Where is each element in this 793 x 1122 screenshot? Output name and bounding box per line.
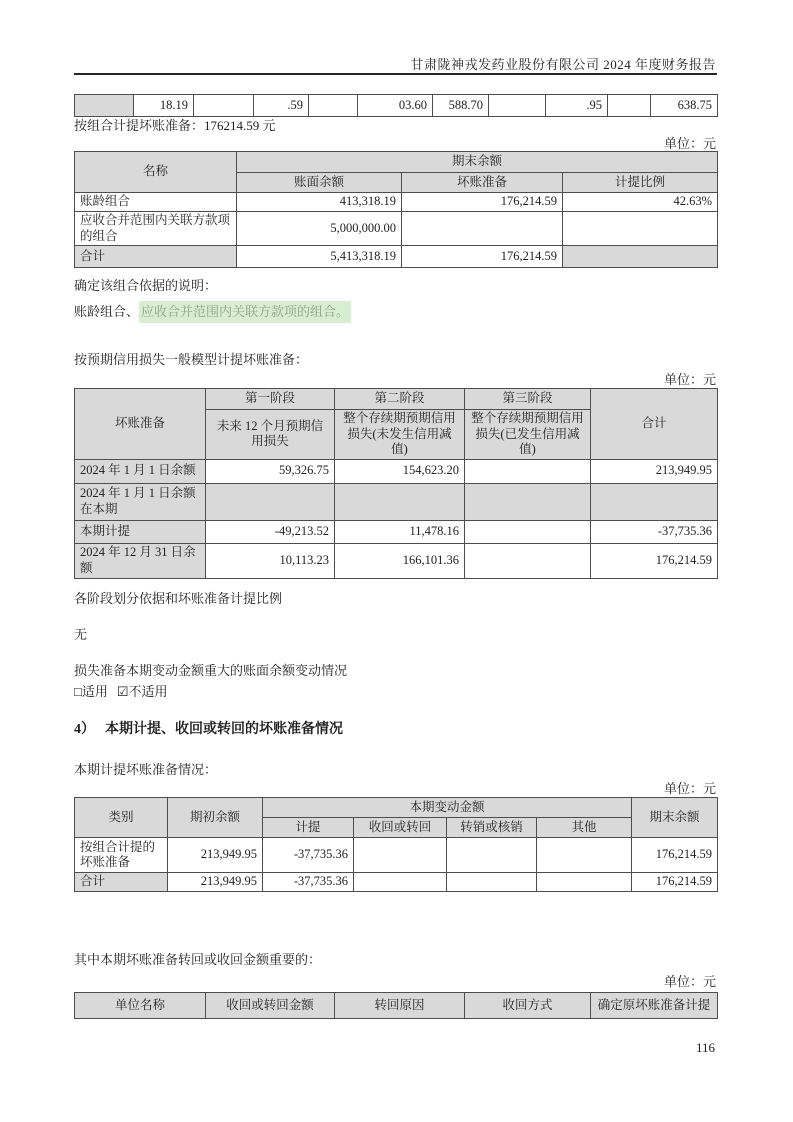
header-recovered-amount: 收回或转回金额 [206,993,335,1019]
unit-label: 单位：元 [663,781,716,796]
table-total-row [75,246,718,268]
major-change-note: 损失准备本期变动金额重大的账面余额变动情况 [74,663,348,678]
header-written-off: 转销或核销 [447,818,537,838]
empty-cell [402,212,563,246]
header-stage1-sub: 未来 12 个月预期信用损失 [206,410,335,460]
ratio-cell: 42.63% [563,193,718,212]
empty-cell [335,483,465,520]
header-entity-name: 单位名称 [75,993,206,1019]
header-name: 名称 [75,152,237,193]
checkbox-not-applicable: ☑不适用 [116,684,168,699]
current-provision-note: 本期计提坏账准备情况： [74,762,218,777]
header-closing-balance: 期末余额 [632,798,718,838]
header-current-change: 本期变动金额 [263,798,632,818]
header-other: 其他 [537,818,632,838]
empty-cell [447,873,537,892]
header-rule [74,73,717,75]
header-original-provision-basis: 确定原坏账准备计提 [591,993,718,1019]
amount-cell: 18.19 [134,95,194,117]
header-category: 类别 [75,798,168,838]
empty-cell [354,838,447,873]
table-row [75,459,718,483]
empty-cell [194,95,254,117]
page-number: 116 [695,1040,715,1055]
amount-cell: 5,413,318.19 [237,246,402,268]
amount-cell: 176,214.59 [402,193,563,212]
header-stage2: 第二阶段 [335,389,465,410]
row-label: 按组合计提的坏账准备 [75,838,168,873]
amount-cell: 176,214.59 [402,246,563,268]
amount-cell: 176,214.59 [632,873,718,892]
row-label-total: 合计 [75,246,237,268]
table-row [75,193,718,212]
ecl-stage-table [74,388,718,579]
header-period-end-balance: 期末余额 [237,152,718,173]
ecl-model-note: 按预期信用损失一般模型计提坏账准备： [74,352,309,367]
recovery-detail-table [74,992,718,1019]
empty-cell [537,838,632,873]
header-stage3: 第三阶段 [465,389,591,410]
portfolio-provision-table [74,151,718,268]
table-row [75,483,718,520]
empty-cell [309,95,358,117]
empty-cell [489,95,546,117]
empty-cell [591,483,718,520]
empty-cell [537,873,632,892]
empty-cell [354,873,447,892]
amount-cell: 5,000,000.00 [237,212,402,246]
amount-cell: 413,318.19 [237,193,402,212]
table-total-row [75,873,718,892]
page-header-title: 甘肃陇神戎发药业股份有限公司 2024 年度财务报告 [410,57,716,72]
row-label-total: 合计 [75,873,168,892]
header-stage3-sub: 整个存续期预期信用损失(已发生信用减值) [465,410,591,460]
header-label: 坏账准备 [75,389,206,460]
amount-cell: -37,735.36 [591,520,718,543]
header-book-balance: 账面余额 [237,173,402,193]
amount-cell: -49,213.52 [206,520,335,543]
amount-cell: 213,949.95 [168,838,263,873]
table-header-row [75,798,718,818]
header-provision-ratio: 计提比例 [563,173,718,193]
combo-plain-text: 账龄组合、 [74,304,140,319]
amount-cell: -37,735.36 [263,838,354,873]
basis-note: 确定该组合依据的说明： [74,278,218,293]
amount-cell: 176,214.59 [591,543,718,578]
table-header-row [75,389,718,410]
table-row [75,543,718,578]
empty-cell [563,212,718,246]
section4-title: 本期计提、收回或转回的坏账准备情况 [105,722,343,737]
section4-number: 4） [74,722,95,737]
row-label: 2024 年 12 月 31 日余额 [75,543,206,578]
table-row [75,212,718,246]
provision-movement-table [74,797,718,892]
combo-description-line [74,303,351,320]
header-bad-debt-provision: 坏账准备 [402,173,563,193]
unit-label: 单位：元 [663,372,716,387]
empty-cell [465,543,591,578]
amount-cell: -37,735.36 [263,873,354,892]
amount-cell: 59,326.75 [206,459,335,483]
applicability-options [74,683,168,700]
header-opening-balance: 期初余额 [168,798,263,838]
amount-cell: 638.75 [651,95,718,117]
amount-cell: .59 [254,95,309,117]
empty-cell [563,246,718,268]
amount-cell: 10,113.23 [206,543,335,578]
none-text: 无 [74,627,88,642]
amount-cell: 03.60 [358,95,433,117]
header-total: 合计 [591,389,718,460]
table-header-row [75,993,718,1019]
amount-cell: 166,101.36 [335,543,465,578]
amount-cell: 213,949.95 [168,873,263,892]
row-label: 2024 年 1 月 1 日余额在本期 [75,483,206,520]
header-provision: 计提 [263,818,354,838]
header-reversal-reason: 转回原因 [335,993,465,1019]
header-stage2-sub: 整个存续期预期信用损失(未发生信用减值) [335,410,465,460]
amount-cell: .95 [546,95,608,117]
row-label: 应收合并范围内关联方款项的组合 [75,212,237,246]
carryover-table [74,94,718,117]
empty-cell [206,483,335,520]
row-label: 账龄组合 [75,193,237,212]
amount-cell: 154,623.20 [335,459,465,483]
empty-cell [465,459,591,483]
empty-cell [75,95,134,117]
unit-label: 单位：元 [663,136,716,151]
header-recovered: 收回或转回 [354,818,447,838]
table-row [75,95,718,117]
provision-total-note: 按组合计提坏账准备：176214.59 元 [74,118,276,133]
section4-heading [74,721,343,738]
header-stage1: 第一阶段 [206,389,335,410]
header-recovery-method: 收回方式 [465,993,591,1019]
amount-cell: 11,478.16 [335,520,465,543]
table-row [75,520,718,543]
row-label: 本期计提 [75,520,206,543]
empty-cell [447,838,537,873]
empty-cell [608,95,651,117]
stage-basis-note: 各阶段划分依据和坏账准备计提比例 [74,591,283,606]
empty-cell [465,520,591,543]
row-label: 2024 年 1 月 1 日余额 [75,459,206,483]
amount-cell: 176,214.59 [632,838,718,873]
empty-cell [465,483,591,520]
combo-highlighted-text: 应收合并范围内关联方款项的组合。 [139,301,351,323]
table-header-row [75,152,718,173]
unit-label: 单位：元 [663,974,716,989]
checkbox-applicable: □适用 [74,684,108,699]
amount-cell: 213,949.95 [591,459,718,483]
important-recovery-note: 其中本期坏账准备转回或收回金额重要的： [74,952,322,967]
table-row [75,838,718,873]
amount-cell: 588.70 [433,95,489,117]
